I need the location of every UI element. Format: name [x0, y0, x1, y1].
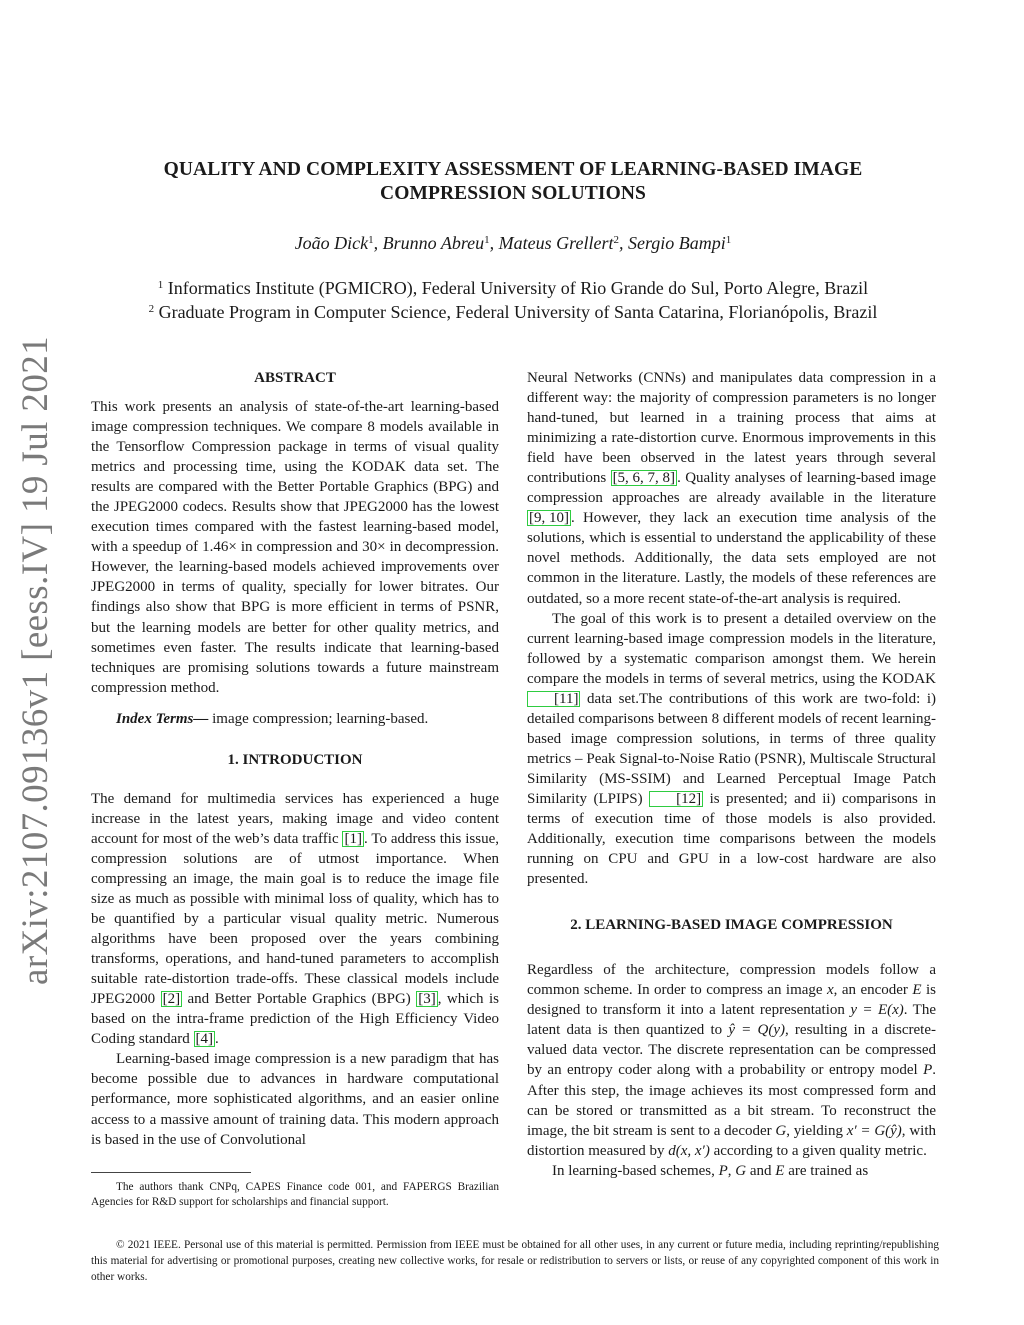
text-run: The goal of this work is to present a detailed overview on the current learning-based image compression models in the literature, followed by a systematic comparison amongst them. We herein compare the models in terms of several metrics, using the KODAK [527, 610, 936, 687]
citation-link[interactable]: [5, 6, 7, 8] [612, 470, 676, 487]
text-run: , with distortion measured by [527, 1122, 936, 1159]
copyright-notice: © 2021 IEEE. Personal use of this material is permitted. Permission from IEEE must be obtained for all other uses, in any current or future media, including reprinting/republishing this material for advertising or promotional purposes, creating new collective works, for resale or redistribution to servers or lists, or reuse of any copyrighted component of this work in other works. [91, 1239, 939, 1283]
footnote-divider [91, 1172, 251, 1173]
text-run: , [727, 1162, 736, 1179]
affiliation-list [60, 276, 966, 324]
text-run: . To address this issue, compression solutions are of utmost importance. When compressing an image, the main goal is to reduce the image file size as much as possible with minimal loss of quality, which has to be quantified by a particular visual quality metric. Numerous algorithms have been proposed over the years combining transforms, operations, and hand-tuned parameters to accomplish suitable rate-distortion trade-offs. These classical models include JPEG2000 [91, 830, 499, 1008]
math-symbol: G [735, 1162, 747, 1179]
affiliation-text: Informatics Institute (PGMICRO), Federal University of Rio Grande do Sul, Porto Alegre, Brazil [167, 278, 869, 298]
affiliation-text: Graduate Program in Computer Science, Federal University of Santa Catarina, Florianópolis, Brazil [158, 302, 878, 322]
math-symbol: G [775, 1122, 787, 1139]
text-run: In learning-based schemes, [552, 1162, 719, 1179]
intro-paragraph-3 [527, 368, 936, 609]
text-run: . [215, 1031, 219, 1048]
text-run: . Quality analyses of learning-based image compression approaches are already available in the literature [527, 470, 936, 507]
text-run: . However, they lack an execution time analysis of the solutions, which is essential to understand the applicability of these novel methods. Additionally, the data sets employed are not common in the literature. Lastly, the models of these references are outdated, so a more recent state-of-the-art analysis is required. [527, 510, 936, 607]
author-affiliation-mark: 1 [368, 234, 374, 246]
text-run: are trained as [784, 1162, 869, 1179]
math-symbol: P [718, 1162, 728, 1179]
left-column [91, 368, 499, 1150]
author-list: João Dick$^1$, Brunno Abreu$^1$, Mateus Grellert$^2$, Sergio Bampi$^1$ [294, 233, 732, 253]
text-run: . After this step, the image achieves its most compressed form and can be stored or transmitted as a bit stream. To reconstruct the image, the bit stream is sent to a decoder [527, 1062, 936, 1139]
affiliation-1 [60, 276, 966, 300]
author-name: João Dick [294, 233, 369, 253]
citation-link[interactable]: [1] [344, 830, 362, 847]
index-terms-label: Index Terms— [116, 710, 209, 727]
text-run: The demand for multimedia services has experienced a huge increase in the latest years, making image and video content account for most of the web’s data traffic [91, 790, 499, 847]
text-run: data set.The contributions of this work are two-fold: i) detailed comparisons between 8 different models of recent learning-based image compression solutions, in terms of three quality metrics – Peak Signal-to-Noise Ratio (PSNR), Multiscale Structural Similarity (MS-SSIM) and Learned Perceptual Image Patch Similarity (LPIPS) [527, 690, 936, 807]
index-terms-text: image compression; learning-based. [208, 710, 429, 727]
text-run: , resulting in a discrete-valued data vector. The discrete representation can be compressed by an entropy coder along with a probability or entropy model [527, 1022, 936, 1079]
affiliation-number: 2 [148, 303, 155, 315]
author-name: Brunno Abreu [382, 233, 485, 253]
author-name: Mateus Grellert [498, 233, 614, 253]
citation-link[interactable]: [4] [195, 1031, 213, 1048]
citation-link[interactable]: [12] [649, 791, 703, 807]
text-run: Regardless of the architecture, compression models follow a common scheme. In order to compress an image [527, 962, 936, 999]
math-expression: y = E(x) [850, 1002, 904, 1019]
math-symbol: P [923, 1062, 933, 1079]
text-run: according to a given quality metric. [709, 1142, 927, 1159]
text-run: , yielding [786, 1122, 847, 1139]
abstract-heading: ABSTRACT [254, 370, 336, 386]
text-run: and [746, 1162, 776, 1179]
intro-paragraph-4 [527, 609, 936, 890]
title-line-1: QUALITY AND COMPLEXITY ASSESSMENT OF LEARNING-BASED IMAGE [163, 159, 863, 180]
citation-link[interactable]: [11] [527, 691, 580, 707]
math-symbol: x [827, 982, 834, 999]
text-run: , an encoder [833, 982, 913, 999]
author-affiliation-mark: 1 [484, 234, 490, 246]
intro-paragraph-1 [91, 789, 499, 1050]
right-column [527, 368, 936, 1181]
math-symbol: E [775, 1162, 785, 1179]
section-heading-introduction: 1. INTRODUCTION [227, 751, 363, 768]
author-name: Sergio Bampi [627, 233, 726, 253]
arxiv-stamp: arXiv:2107.09136v1 [eess.IV] 19 Jul 2021 [15, 335, 56, 985]
affiliation-2 [60, 300, 966, 324]
funding-footnote: The authors thank CNPq, CAPES Finance code 001, and FAPERGS Brazilian Agencies for R&D support for scholarships and financial support. [91, 1181, 499, 1208]
section2-paragraph-2 [527, 1161, 936, 1181]
text-run: Neural Networks (CNNs) and manipulates data compression in a different way: the majority of compression parameters is no longer hand-tuned, but learned in a training process that aims at minimizing a rate-distortion curve. Enormous improvements in this field have been observed in the latest years through several contributions [527, 370, 936, 487]
math-symbol: E [912, 982, 922, 999]
affiliation-number: 1 [157, 279, 164, 291]
math-expression: x′ = G(ŷ) [846, 1122, 902, 1139]
citation-link[interactable]: [9, 10] [529, 510, 569, 527]
text-run: . The latent data is then quantized to [527, 1002, 936, 1039]
math-expression: d(x, x′) [668, 1142, 710, 1159]
math-expression: ŷ = Q(y) [728, 1022, 785, 1039]
author-affiliation-mark: 2 [613, 234, 619, 246]
index-terms [91, 709, 499, 729]
intro-paragraph-2: Learning-based image compression is a new paradigm that has become possible due to advances in hardware computational performance, more sophisticated algorithms, and an easier online access to a massive amount of training data. This modern approach is based in the use of Convolutional [91, 1051, 499, 1148]
text-run: is designed to transform it into a latent representation [527, 982, 936, 1019]
section-heading-learning-based: 2. LEARNING-BASED IMAGE COMPRESSION [570, 917, 893, 934]
text-run: and Better Portable Graphics (BPG) [182, 991, 417, 1008]
citation-link[interactable]: [2] [162, 991, 181, 1008]
paper-title [90, 158, 936, 206]
text-run: is presented; and ii) comparisons in terms of execution time of those models is also provided. Additionally, execution time comparisons between the models running on CPU and GPU in a low-cost hardware are also presented. [527, 790, 936, 888]
section2-paragraph-1 [527, 960, 936, 1160]
title-line-2: COMPRESSION SOLUTIONS [380, 183, 646, 204]
author-affiliation-mark: 1 [725, 234, 732, 246]
citation-link[interactable]: [3] [418, 991, 436, 1008]
abstract-text: This work presents an analysis of state-of-the-art learning-based image compression techniques. We compare 8 models available in the Tensorflow Compression package in terms of visual quality metrics and processing time, using the KODAK data set. The results are compared with the Better Portable Graphics (BPG) and the JPEG2000 codecs. Results show that JPEG2000 has the lowest execution times compared with the fastest learning-based model, with a speedup of 1.46× in compression and 30× in decompression. However, the learning-based models achieved improvements over JPEG2000 in terms of quality, specially for lower bitrates. Our findings also show that BPG is more efficient in terms of PSNR, but the learning models are better for other quality metrics, and sometimes even faster. The results indicate that learning-based techniques are promising solutions towards a future mainstream compression method. [91, 399, 499, 696]
text-run: , which is based on the intra-frame prediction of the High Efficiency Video Coding standard [91, 991, 499, 1048]
